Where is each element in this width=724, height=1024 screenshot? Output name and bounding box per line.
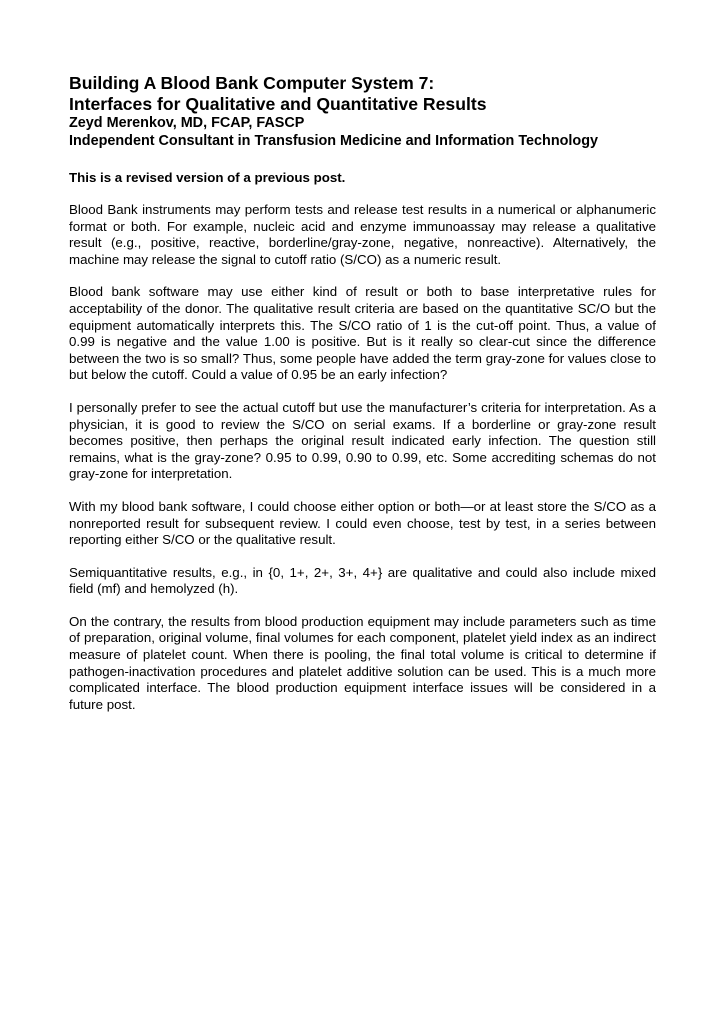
body-paragraph-3: I personally prefer to see the actual cutoff but use the manufacturer’s criteria for interpretation. As a physician, it is good to review the S/CO on serial exams. If a borderline or gray-zone result becomes positive, then perhaps the original result indicated early infection. The question still remains, what is the gray-zone? 0.95 to 0.99, 0.90 to 0.99, etc. Some accrediting schemas do not gray-zone for interpretation. (69, 399, 656, 482)
body-paragraph-1: Blood Bank instruments may perform tests and release test results in a numerical or alphanumeric format or both. For example, nucleic acid and enzyme immunoassay may release a qualitative result (e.g., positive, reactive, borderline/gray-zone, negative, nonreactive). Alternatively, the machine may release the signal to cutoff ratio (S/CO) as a numeric result. (69, 202, 656, 267)
revision-note: This is a revised version of a previous post. (69, 170, 346, 185)
document-title (69, 73, 656, 114)
author-affiliation: Independent Consultant in Transfusion Medicine and Information Technology (69, 133, 599, 149)
author-name: Zeyd Merenkov, MD, FCAP, FASCP (69, 115, 305, 131)
title-line-2: Interfaces for Qualitative and Quantitative Results (69, 93, 487, 114)
title-line-1: Building A Blood Bank Computer System 7: (69, 73, 435, 93)
document-page (69, 73, 656, 713)
body-paragraph-2: Blood bank software may use either kind of result or both to base interpretative rules for acceptability of the donor. The qualitative result criteria are based on the quantitative SC/O but the equipment automatically interprets this. The S/CO ratio of 1 is the cut-off point. Thus, a value of 0.99 is negative and the value 1.00 is positive. But is it really so clear-cut since the difference between the two is so small? Thus, some people have added the term gray-zone for values close to but below the cutoff. Could a value of 0.95 be an early infection? (69, 284, 656, 383)
body-paragraph-5: Semiquantitative results, e.g., in {0, 1+, 2+, 3+, 4+} are qualitative and could also include mixed field (mf) and hemolyzed (h). (69, 564, 656, 597)
body-paragraph-4: With my blood bank software, I could choose either option or both—or at least store the S/CO as a nonreported result for subsequent review. I could even choose, test by test, in a series between reporting either S/CO or the qualitative result. (69, 498, 656, 548)
body-paragraph-6: On the contrary, the results from blood production equipment may include parameters such as time of preparation, original volume, final volumes for each component, platelet yield index as an indirect measure of platelet count. When there is pooling, the final total volume is critical to determine if pathogen-inactivation procedures and platelet additive solution can be used. This is a much more complicated interface. The blood production equipment interface issues will be considered in a future post. (69, 613, 656, 712)
